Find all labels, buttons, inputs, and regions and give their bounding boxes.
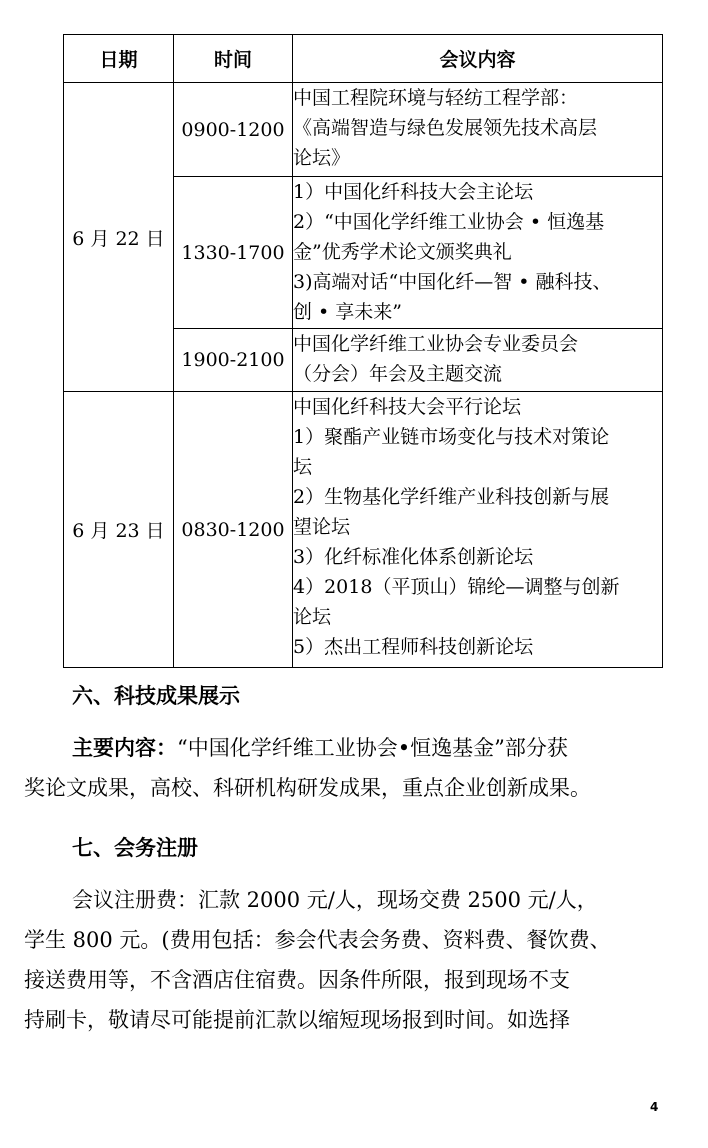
body-line: 奖论文成果，高校、科研机构研发成果，重点企业创新成果。	[24, 776, 591, 800]
content-line: 5）杰出工程师科技创新论坛	[293, 636, 534, 658]
date-cell: 6 月 23 日	[64, 392, 174, 668]
section-6-body	[24, 728, 664, 808]
body-line-text: “中国化学纤维工业协会•恒逸基金”部分获	[177, 736, 568, 760]
body-line: 接送费用等，不含酒店住宿费。因条件所限，报到现场不支	[24, 968, 570, 992]
content-line: 2）“中国化学纤维工业协会 • 恒逸基	[293, 211, 605, 233]
schedule-table	[63, 34, 663, 668]
content-cell	[293, 392, 663, 668]
section-7-body	[24, 880, 664, 1040]
content-line: 论坛》	[293, 147, 351, 169]
content-line: 《高端智造与绿色发展领先技术高层	[293, 117, 598, 139]
content-line: 创 • 享未来”	[293, 301, 402, 323]
content-line: 1）聚酯产业链市场变化与技术对策论	[293, 426, 610, 448]
section-heading-7: 七、会务注册	[72, 836, 198, 860]
time-cell: 0830-1200	[174, 392, 293, 668]
header-time: 时间	[174, 35, 293, 83]
time-cell: 0900-1200	[174, 83, 293, 177]
content-cell	[293, 83, 663, 177]
table-row	[64, 392, 663, 668]
content-line: 金”优秀学术论文颁奖典礼	[293, 241, 512, 263]
content-line: 中国化纤科技大会平行论坛	[293, 396, 522, 418]
content-cell	[293, 329, 663, 392]
main-content-label: 主要内容：	[72, 736, 177, 760]
header-date: 日期	[64, 35, 174, 83]
content-line: 论坛	[293, 606, 332, 628]
content-line: 望论坛	[293, 516, 351, 538]
content-line: 中国工程院环境与轻纺工程学部：	[293, 87, 579, 109]
body-line: 持刷卡，敬请尽可能提前汇款以缩短现场报到时间。如选择	[24, 1008, 570, 1032]
content-line: 3)高端对话“中国化纤—智 • 融科技、	[293, 271, 612, 293]
page-number: 4	[650, 1100, 659, 1114]
content-cell	[293, 177, 663, 329]
content-line: 1）中国化纤科技大会主论坛	[293, 181, 534, 203]
body-line: 会议注册费：汇款 2000 元/人，现场交费 2500 元/人，	[72, 888, 598, 912]
content-line: 中国化学纤维工业协会专业委员会	[293, 333, 579, 355]
content-line: 3）化纤标准化体系创新论坛	[293, 546, 534, 568]
section-heading-6: 六、科技成果展示	[72, 684, 240, 708]
table-header-row	[64, 35, 663, 83]
content-line: 4）2018（平顶山）锦纶—调整与创新	[293, 576, 620, 598]
table-row	[64, 83, 663, 177]
body-line	[24, 728, 664, 768]
content-line: 2）生物基化学纤维产业科技创新与展	[293, 486, 610, 508]
time-cell: 1900-2100	[174, 329, 293, 392]
time-cell: 1330-1700	[174, 177, 293, 329]
content-line: 坛	[293, 456, 313, 478]
date-cell: 6 月 22 日	[64, 83, 174, 392]
body-line: 学生 800 元。(费用包括：参会代表会务费、资料费、餐饮费、	[24, 928, 611, 952]
content-line: （分会）年会及主题交流	[293, 363, 503, 385]
header-content: 会议内容	[293, 35, 663, 83]
